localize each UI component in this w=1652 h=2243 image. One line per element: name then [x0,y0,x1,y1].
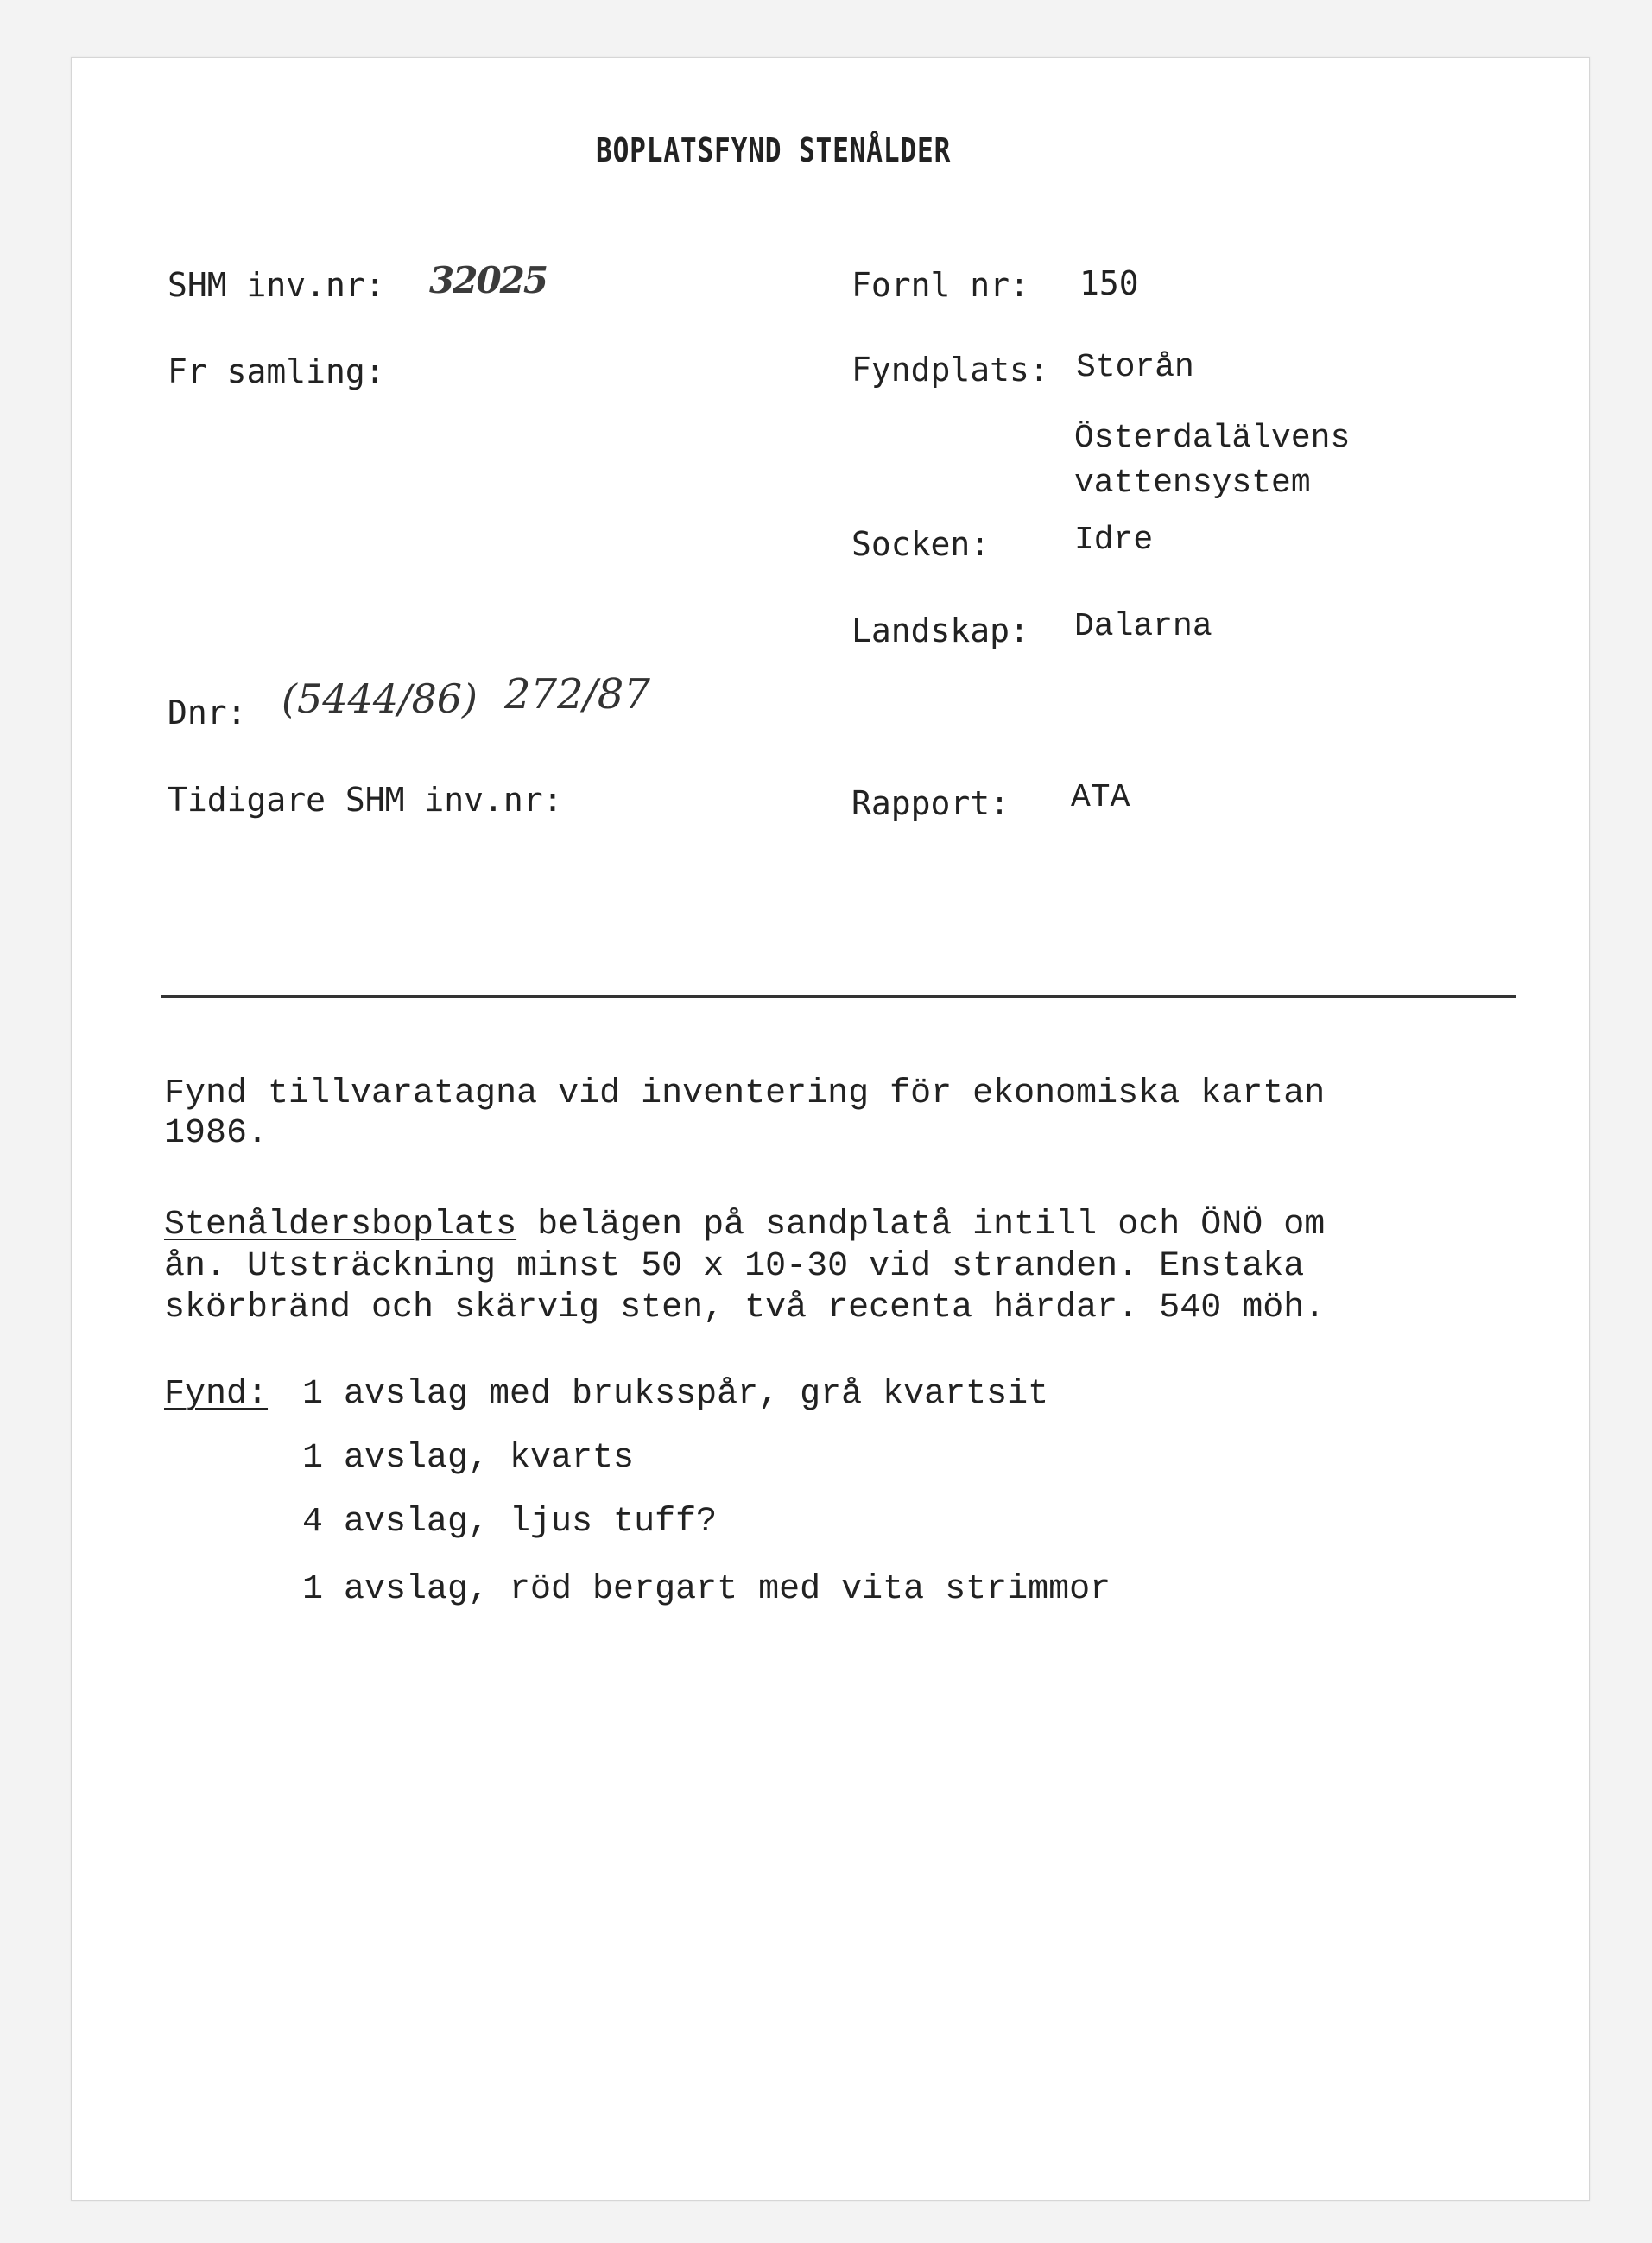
rapport-label: Rapport: [851,784,1010,822]
landskap-label: Landskap: [851,611,1029,649]
rapport-value: ATA [1071,779,1130,816]
fyndplats-value: Storån [1076,349,1194,386]
dnr-value: (5444/86) [282,675,478,722]
landskap-value: Dalarna [1074,608,1212,645]
fyndplats-line2: Österdalälvens [1074,420,1351,457]
fyndplats-label: Fyndplats: [851,351,1049,389]
fynd-label: Fynd: [164,1375,269,1414]
find-item: 1 avslag, röd bergart med vita strimmor [302,1570,1111,1609]
find-item: 1 avslag, kvarts [302,1439,635,1478]
paragraph-1-line-1: Fynd tillvaratagna vid inventering för ekonomiska kartan [164,1074,1326,1113]
find-item: 4 avslag, ljus tuff? [302,1503,718,1542]
site-type-heading: Stenåldersboplats [164,1206,517,1245]
inv-nr-label: SHM inv.nr: [168,266,385,304]
find-item: 1 avslag med bruksspår, grå kvartsit [302,1375,1049,1414]
paragraph-2-line-1-rest: belägen på sandplatå intill och ÖNÖ om [516,1206,1326,1245]
paragraph-2-line-3: skörbränd och skärvig sten, två recenta härdar. 540 möh. [164,1289,1326,1327]
fornl-nr-value: 150 [1079,264,1139,302]
fornl-nr-label: Fornl nr: [851,266,1029,304]
paragraph-2-line-1 [164,1206,1325,1245]
paragraph-1-line-2: 1986. [164,1114,269,1153]
fr-samling-label: Fr samling: [168,352,385,390]
tidigare-inv-label: Tidigare SHM inv.nr: [168,781,563,819]
paragraph-2-line-2: ån. Utsträckning minst 50 x 10-30 vid stranden. Enstaka [164,1247,1305,1286]
inv-nr-value: 32025 [429,259,548,301]
dnr-handwritten: 272/87 [504,670,650,719]
fyndplats-line3: vattensystem [1074,465,1311,502]
socken-value: Idre [1074,522,1154,559]
divider-rule [161,995,1516,998]
card-title: BOPLATSFYND STENÅLDER [596,131,952,169]
dnr-label: Dnr: [168,694,247,732]
socken-label: Socken: [851,525,991,563]
